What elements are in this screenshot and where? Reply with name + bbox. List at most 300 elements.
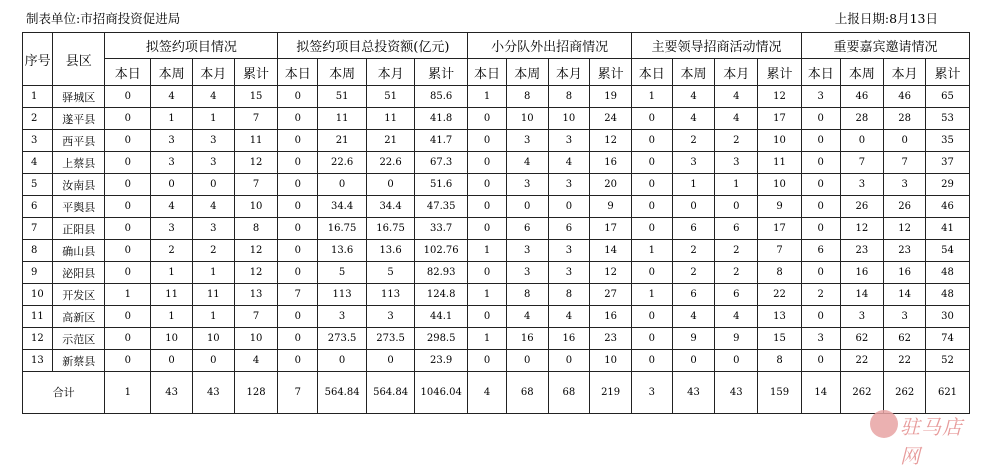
table-cell: 35 — [926, 130, 970, 152]
table-row — [23, 196, 970, 218]
table-cell: 113 — [318, 284, 367, 306]
table-cell: 273.5 — [318, 328, 367, 350]
table-cell: 1 — [468, 86, 507, 108]
table-cell: 7 — [884, 152, 926, 174]
table-cell: 16.75 — [367, 218, 415, 240]
table-cell: 2 — [672, 262, 715, 284]
table-cell: 1 — [151, 262, 193, 284]
table-cell: 113 — [367, 284, 415, 306]
table-cell: 6 — [801, 240, 840, 262]
table-cell: 102.76 — [415, 240, 468, 262]
header-group-guests: 重要嘉宾邀请情况 — [801, 33, 969, 59]
table-cell: 34.4 — [367, 196, 415, 218]
table-cell: 20 — [590, 174, 632, 196]
table-cell: 7 — [840, 152, 884, 174]
subheader-cell: 本日 — [105, 59, 151, 86]
county-name: 平舆县 — [53, 196, 105, 218]
table-cell: 10 — [151, 328, 193, 350]
table-cell: 4 — [672, 306, 715, 328]
table-cell: 4 — [192, 86, 234, 108]
table-cell: 30 — [926, 306, 970, 328]
table-cell: 3 — [840, 174, 884, 196]
table-cell: 0 — [367, 350, 415, 372]
table-row — [23, 174, 970, 196]
table-cell: 3 — [884, 306, 926, 328]
table-cell: 1 — [192, 306, 234, 328]
table-cell: 3 — [151, 130, 193, 152]
table-cell: 17 — [590, 218, 632, 240]
table-cell: 19 — [590, 86, 632, 108]
table-cell: 1 — [151, 306, 193, 328]
table-cell: 22 — [758, 284, 802, 306]
table-cell: 0 — [506, 196, 548, 218]
table-cell: 85.6 — [415, 86, 468, 108]
table-cell: 23 — [840, 240, 884, 262]
table-cell: 62 — [840, 328, 884, 350]
subheader-cell: 本周 — [151, 59, 193, 86]
table-cell: 22 — [884, 350, 926, 372]
total-row — [23, 372, 970, 414]
table-cell: 0 — [318, 174, 367, 196]
county-name: 示范区 — [53, 328, 105, 350]
table-cell: 0 — [801, 262, 840, 284]
table-cell: 4 — [548, 306, 590, 328]
table-cell: 14 — [590, 240, 632, 262]
table-cell: 1 — [192, 108, 234, 130]
table-cell: 21 — [318, 130, 367, 152]
table-cell: 7 — [758, 240, 802, 262]
table-cell: 3 — [801, 328, 840, 350]
table-cell: 12 — [840, 218, 884, 240]
table-cell: 1 — [468, 328, 507, 350]
table-cell: 16 — [548, 328, 590, 350]
total-cell: 262 — [840, 372, 884, 414]
table-cell: 22 — [840, 350, 884, 372]
total-cell: 128 — [234, 372, 278, 414]
table-cell: 2 — [715, 130, 758, 152]
table-cell: 41.7 — [415, 130, 468, 152]
table-cell: 0 — [192, 350, 234, 372]
table-cell: 0 — [105, 306, 151, 328]
table-cell: 0 — [278, 218, 318, 240]
table-cell: 4 — [715, 86, 758, 108]
table-cell: 14 — [884, 284, 926, 306]
table-cell: 2 — [672, 240, 715, 262]
table-cell: 0 — [151, 350, 193, 372]
table-row — [23, 108, 970, 130]
table-cell: 8 — [758, 350, 802, 372]
table-cell: 12 — [590, 262, 632, 284]
table-cell: 3 — [151, 218, 193, 240]
table-cell: 65 — [926, 86, 970, 108]
table-cell: 0 — [631, 108, 672, 130]
table-cell: 0 — [468, 174, 507, 196]
table-cell: 0 — [468, 306, 507, 328]
subheader-cell: 本月 — [884, 59, 926, 86]
subheader-cell: 本日 — [631, 59, 672, 86]
total-cell: 621 — [926, 372, 970, 414]
table-cell: 8 — [506, 86, 548, 108]
county-name: 遂平县 — [53, 108, 105, 130]
table-cell: 51.6 — [415, 174, 468, 196]
table-cell: 6 — [548, 218, 590, 240]
watermark-badge-icon — [870, 410, 898, 438]
table-cell: 0 — [367, 174, 415, 196]
table-cell: 8 — [548, 86, 590, 108]
table-cell: 1 — [631, 240, 672, 262]
table-cell: 0 — [151, 174, 193, 196]
row-index: 1 — [23, 86, 53, 108]
table-cell: 0 — [631, 152, 672, 174]
table-cell: 0 — [631, 306, 672, 328]
subheader-cell: 本周 — [840, 59, 884, 86]
table-cell: 24 — [590, 108, 632, 130]
table-cell: 12 — [234, 240, 278, 262]
subheader-cell: 本月 — [715, 59, 758, 86]
table-cell: 6 — [672, 218, 715, 240]
table-cell: 16 — [590, 152, 632, 174]
table-cell: 11 — [234, 130, 278, 152]
table-cell: 2 — [151, 240, 193, 262]
table-cell: 10 — [758, 174, 802, 196]
table-cell: 1 — [105, 284, 151, 306]
table-cell: 3 — [801, 86, 840, 108]
table-cell: 8 — [506, 284, 548, 306]
table-cell: 10 — [506, 108, 548, 130]
table-cell: 2 — [715, 262, 758, 284]
table-cell: 29 — [926, 174, 970, 196]
county-name: 上蔡县 — [53, 152, 105, 174]
table-cell: 10 — [234, 328, 278, 350]
table-cell: 0 — [801, 196, 840, 218]
table-row — [23, 306, 970, 328]
table-cell: 10 — [192, 328, 234, 350]
table-row — [23, 218, 970, 240]
table-cell: 13 — [234, 284, 278, 306]
table-cell: 10 — [234, 196, 278, 218]
row-index: 5 — [23, 174, 53, 196]
table-cell: 12 — [234, 152, 278, 174]
table-cell: 37 — [926, 152, 970, 174]
total-cell: 68 — [506, 372, 548, 414]
county-name: 西平县 — [53, 130, 105, 152]
header-group-projects: 拟签约项目情况 — [105, 33, 278, 59]
table-cell: 67.3 — [415, 152, 468, 174]
table-cell: 46 — [884, 86, 926, 108]
table-cell: 0 — [278, 328, 318, 350]
header-group-leaders: 主要领导招商活动情况 — [631, 33, 801, 59]
table-cell: 51 — [318, 86, 367, 108]
table-cell: 13 — [758, 306, 802, 328]
table-cell: 46 — [840, 86, 884, 108]
table-cell: 52 — [926, 350, 970, 372]
county-name: 驿城区 — [53, 86, 105, 108]
row-index: 7 — [23, 218, 53, 240]
site-watermark — [870, 408, 974, 468]
subheader-cell: 本周 — [506, 59, 548, 86]
table-cell: 7 — [234, 174, 278, 196]
table-cell: 0 — [631, 262, 672, 284]
statistics-table — [22, 32, 970, 414]
subheader-cell: 本日 — [468, 59, 507, 86]
subheader-cell: 本月 — [367, 59, 415, 86]
table-cell: 53 — [926, 108, 970, 130]
table-cell: 0 — [631, 196, 672, 218]
table-cell: 0 — [278, 86, 318, 108]
watermark-text: 驻马店网 — [900, 415, 963, 468]
table-cell: 0 — [468, 262, 507, 284]
table-cell: 44.1 — [415, 306, 468, 328]
table-cell: 2 — [672, 130, 715, 152]
table-cell: 3 — [840, 306, 884, 328]
table-row — [23, 152, 970, 174]
table-cell: 0 — [278, 196, 318, 218]
table-cell: 9 — [758, 196, 802, 218]
table-cell: 0 — [278, 152, 318, 174]
table-cell: 1 — [715, 174, 758, 196]
table-cell: 28 — [884, 108, 926, 130]
table-cell: 3 — [192, 218, 234, 240]
table-cell: 3 — [506, 262, 548, 284]
table-cell: 3 — [672, 152, 715, 174]
total-cell: 7 — [278, 372, 318, 414]
table-cell: 7 — [234, 306, 278, 328]
table-cell: 26 — [884, 196, 926, 218]
table-cell: 3 — [548, 240, 590, 262]
table-row — [23, 240, 970, 262]
row-index: 8 — [23, 240, 53, 262]
total-cell: 43 — [151, 372, 193, 414]
table-cell: 9 — [590, 196, 632, 218]
table-cell: 3 — [151, 152, 193, 174]
table-cell: 1 — [151, 108, 193, 130]
table-cell: 0 — [468, 152, 507, 174]
table-cell: 0 — [631, 130, 672, 152]
table-cell: 0 — [468, 130, 507, 152]
table-cell: 16 — [506, 328, 548, 350]
table-cell: 0 — [105, 218, 151, 240]
table-cell: 15 — [758, 328, 802, 350]
table-cell: 3 — [506, 130, 548, 152]
table-cell: 4 — [548, 152, 590, 174]
table-cell: 0 — [801, 218, 840, 240]
table-cell: 11 — [318, 108, 367, 130]
table-cell: 6 — [715, 284, 758, 306]
table-cell: 4 — [715, 306, 758, 328]
table-cell: 3 — [506, 240, 548, 262]
table-cell: 12 — [590, 130, 632, 152]
table-cell: 22.6 — [367, 152, 415, 174]
table-cell: 41.8 — [415, 108, 468, 130]
subheader-cell: 本日 — [278, 59, 318, 86]
table-cell: 82.93 — [415, 262, 468, 284]
table-cell: 8 — [548, 284, 590, 306]
table-cell: 0 — [468, 350, 507, 372]
total-label: 合计 — [23, 372, 105, 414]
table-cell: 0 — [631, 350, 672, 372]
table-cell: 11 — [192, 284, 234, 306]
table-cell: 16 — [590, 306, 632, 328]
table-cell: 0 — [631, 174, 672, 196]
table-cell: 0 — [278, 350, 318, 372]
table-cell: 48 — [926, 284, 970, 306]
table-cell: 10 — [758, 130, 802, 152]
table-cell: 6 — [715, 218, 758, 240]
table-cell: 4 — [234, 350, 278, 372]
table-cell: 0 — [278, 174, 318, 196]
table-cell: 0 — [278, 108, 318, 130]
table-cell: 0 — [884, 130, 926, 152]
table-cell: 21 — [367, 130, 415, 152]
table-cell: 4 — [151, 86, 193, 108]
total-cell: 43 — [672, 372, 715, 414]
table-cell: 0 — [631, 328, 672, 350]
table-cell: 8 — [234, 218, 278, 240]
table-cell: 9 — [715, 328, 758, 350]
subheader-cell: 本月 — [548, 59, 590, 86]
subheader-cell: 本月 — [192, 59, 234, 86]
table-cell: 0 — [318, 350, 367, 372]
table-cell: 1 — [631, 86, 672, 108]
table-cell: 4 — [192, 196, 234, 218]
total-cell: 3 — [631, 372, 672, 414]
table-cell: 124.8 — [415, 284, 468, 306]
table-cell: 3 — [192, 152, 234, 174]
table-cell: 17 — [758, 218, 802, 240]
table-cell: 0 — [278, 240, 318, 262]
county-name: 泌阳县 — [53, 262, 105, 284]
report-unit: 制表单位:市招商投资促进局 — [26, 11, 181, 26]
table-cell: 5 — [318, 262, 367, 284]
table-cell: 0 — [105, 152, 151, 174]
table-cell: 4 — [715, 108, 758, 130]
table-cell: 23.9 — [415, 350, 468, 372]
subheader-cell: 本周 — [318, 59, 367, 86]
table-cell: 3 — [318, 306, 367, 328]
table-cell: 4 — [151, 196, 193, 218]
table-cell: 3 — [548, 262, 590, 284]
table-cell: 5 — [367, 262, 415, 284]
subheader-cell: 累计 — [234, 59, 278, 86]
table-cell: 27 — [590, 284, 632, 306]
county-name: 确山县 — [53, 240, 105, 262]
table-cell: 34.4 — [318, 196, 367, 218]
table-cell: 6 — [672, 284, 715, 306]
table-cell: 0 — [801, 306, 840, 328]
table-cell: 54 — [926, 240, 970, 262]
subheader-cell: 累计 — [926, 59, 970, 86]
table-cell: 1 — [192, 262, 234, 284]
total-cell: 219 — [590, 372, 632, 414]
table-cell: 4 — [506, 152, 548, 174]
table-cell: 0 — [801, 108, 840, 130]
table-cell: 0 — [468, 108, 507, 130]
table-row — [23, 86, 970, 108]
table-cell: 48 — [926, 262, 970, 284]
row-index: 2 — [23, 108, 53, 130]
table-cell: 0 — [278, 130, 318, 152]
table-cell: 3 — [506, 174, 548, 196]
table-cell: 17 — [758, 108, 802, 130]
header-group-teams: 小分队外出招商情况 — [468, 33, 632, 59]
table-cell: 0 — [631, 218, 672, 240]
table-cell: 2 — [715, 240, 758, 262]
table-cell: 3 — [715, 152, 758, 174]
table-cell: 4 — [672, 86, 715, 108]
total-cell: 564.84 — [367, 372, 415, 414]
subheader-cell: 本周 — [672, 59, 715, 86]
county-name: 汝南县 — [53, 174, 105, 196]
table-cell: 16.75 — [318, 218, 367, 240]
table-cell: 1 — [672, 174, 715, 196]
row-index: 11 — [23, 306, 53, 328]
table-cell: 0 — [192, 174, 234, 196]
table-cell: 12 — [758, 86, 802, 108]
table-cell: 3 — [548, 130, 590, 152]
table-cell: 0 — [548, 350, 590, 372]
table-cell: 16 — [840, 262, 884, 284]
table-cell: 1 — [631, 284, 672, 306]
table-cell: 0 — [468, 218, 507, 240]
table-cell: 0 — [105, 262, 151, 284]
report-date: 上报日期:8月13日 — [834, 11, 938, 26]
table-cell: 47.35 — [415, 196, 468, 218]
table-cell: 0 — [468, 196, 507, 218]
table-cell: 10 — [548, 108, 590, 130]
county-name: 新蔡县 — [53, 350, 105, 372]
row-index: 4 — [23, 152, 53, 174]
table-cell: 0 — [715, 196, 758, 218]
total-cell: 564.84 — [318, 372, 367, 414]
table-cell: 74 — [926, 328, 970, 350]
table-cell: 0 — [801, 350, 840, 372]
row-index: 12 — [23, 328, 53, 350]
total-cell: 68 — [548, 372, 590, 414]
total-cell: 43 — [715, 372, 758, 414]
subheader-cell: 累计 — [415, 59, 468, 86]
table-cell: 13.6 — [367, 240, 415, 262]
table-cell: 51 — [367, 86, 415, 108]
table-cell: 7 — [234, 108, 278, 130]
table-cell: 41 — [926, 218, 970, 240]
row-index: 10 — [23, 284, 53, 306]
table-cell: 22.6 — [318, 152, 367, 174]
table-cell: 0 — [105, 174, 151, 196]
table-cell: 0 — [278, 262, 318, 284]
row-index: 3 — [23, 130, 53, 152]
table-cell: 3 — [192, 130, 234, 152]
total-cell: 4 — [468, 372, 507, 414]
table-cell: 1 — [468, 284, 507, 306]
subheader-cell: 本日 — [801, 59, 840, 86]
table-cell: 273.5 — [367, 328, 415, 350]
table-row — [23, 130, 970, 152]
table-cell: 7 — [278, 284, 318, 306]
table-cell: 33.7 — [415, 218, 468, 240]
table-cell: 0 — [506, 350, 548, 372]
row-index: 6 — [23, 196, 53, 218]
header-seq: 序号 — [23, 33, 53, 86]
table-cell: 0 — [105, 86, 151, 108]
table-cell: 0 — [840, 130, 884, 152]
table-cell: 6 — [506, 218, 548, 240]
table-cell: 0 — [715, 350, 758, 372]
subheader-cell: 累计 — [590, 59, 632, 86]
table-cell: 13.6 — [318, 240, 367, 262]
table-cell: 28 — [840, 108, 884, 130]
table-cell: 2 — [801, 284, 840, 306]
table-cell: 11 — [151, 284, 193, 306]
